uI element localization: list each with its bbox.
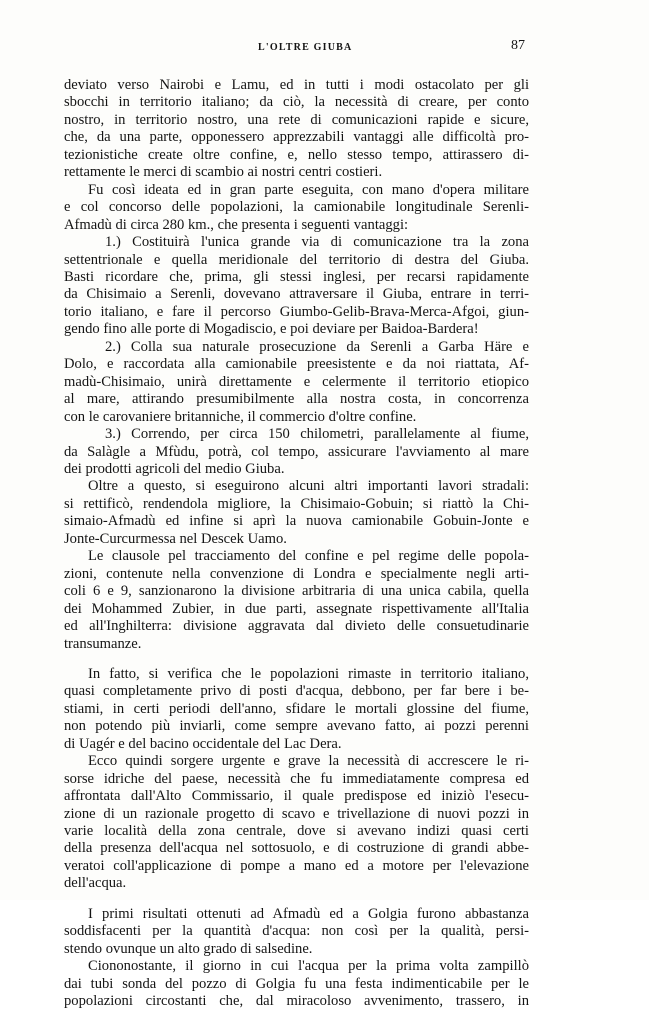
text-line: Ecco quindi sorgere urgente e grave la necessità di accrescere le ri- (88, 753, 529, 770)
text-line: non potendo più inviarli, come sempre avevano fatto, ai pozzi perenni (64, 718, 529, 735)
text-line: settentrionale e quella meridionale del territorio di destra del Giuba. (64, 251, 529, 268)
body-text (64, 77, 529, 1011)
paragraph-gap (64, 653, 529, 666)
paragraph (64, 548, 529, 653)
page-number: 87 (511, 38, 525, 53)
text-line: che, da una parte, opponessero apprezzabili vantaggi alle difficoltà pro- (64, 129, 529, 146)
paragraph (64, 77, 529, 182)
text-line: coli 6 e 9, sanzionarono la divisione arbitraria di una unica cabila, quella (64, 583, 529, 600)
text-line: gendo fino alle porte di Mogadiscio, e poi deviare per Baidoa-Bardera! (64, 321, 479, 338)
text-line: Afmadù di circa 280 km., che presenta i seguenti vantaggi: (64, 216, 409, 233)
paragraph (64, 339, 529, 426)
text-line: transumanze. (64, 635, 142, 652)
paragraph-gap (64, 893, 529, 906)
text-line: di Uagér e del bacino occidentale del Lac Dera. (64, 735, 342, 752)
paragraph (64, 182, 529, 234)
paragraph (64, 234, 529, 339)
text-line: della presenza dell'acqua nel sottosuolo, e di costruzione di grandi abbe- (64, 840, 529, 857)
text-line: Ciononostante, il giorno in cui l'acqua per la prima volta zampillò (88, 958, 529, 975)
text-line: simaio-Afmadù ed infine si aprì la nuova camionabile Gobuin-Jonte e (64, 513, 529, 530)
text-line: 3.) Correndo, per circa 150 chilometri, parallelamente al fiume, (105, 426, 529, 443)
text-line: dai tubi sonda del pozzo di Golgia fu una festa indimenticabile per le (64, 975, 529, 992)
text-line: e col concorso delle popolazioni, la camionabile longitudinale Serenli- (64, 199, 529, 216)
paragraph (64, 478, 529, 548)
paragraph (64, 753, 529, 893)
text-line: stendo ovunque un alto grado di salsedine. (64, 940, 313, 957)
text-line: Basti ricordare che, prima, gli stessi inglesi, per recarsi rapidamente (64, 268, 529, 285)
text-line: sbocchi in territorio italiano; da ciò, la necessità di creare, per conto (64, 94, 529, 111)
text-line: al mare, attirando presumibilmente alla nostra costa, in concorrenza (64, 391, 529, 408)
text-line: In fatto, si verifica che le popolazioni rimaste in territorio italiano, (88, 665, 529, 682)
running-head: L'OLTRE GIUBA (258, 42, 353, 53)
text-line: soddisfacenti per la quantità d'acqua: non così per la qualità, persi- (64, 923, 529, 940)
text-line: tezionistiche create oltre confine, e, nello stesso tempo, attirassero di- (64, 146, 529, 163)
text-line: da Salàgle a Mfùdu, potrà, col tempo, assicurare l'avviamento al mare (64, 443, 529, 460)
text-line: varie località della zona centrale, dove si avevano indizi quasi certi (64, 823, 529, 840)
text-line: Jonte-Curcurmessa nel Descek Uamo. (64, 530, 287, 547)
text-line: Oltre a questo, si eseguirono alcuni altri importanti lavori stradali: (88, 478, 529, 495)
text-line: dei prodotti agricoli del medio Giuba. (64, 460, 285, 477)
paragraph (64, 666, 529, 753)
text-line: stiami, in certi periodi dell'anno, sfidare le mortali glossine del fiume, (64, 700, 529, 717)
text-line: sorse idriche del paese, necessità che fu immediatamente compresa ed (64, 770, 529, 787)
text-line: affrontata dall'Alto Commissario, il quale predispose ed iniziò l'esecu- (64, 788, 529, 805)
text-line: da Chisimaio a Serenli, dovevano attraversare il Giuba, entrare in terri- (64, 286, 529, 303)
text-line: 2.) Colla sua naturale prosecuzione da Serenli a Garba Häre e (105, 338, 529, 355)
text-line: deviato verso Nairobi e Lamu, ed in tutti i modi ostacolato per gli (64, 77, 529, 93)
text-line: dei Mohammed Zubier, in due parti, assegnate rispettivamente all'Italia (64, 600, 529, 617)
text-line: 1.) Costituirà l'unica grande via di comunicazione tra la zona (105, 234, 529, 251)
text-line: con le carovaniere britanniche, il commercio d'oltre confine. (64, 408, 417, 425)
text-line: zioni, contenute nella convenzione di Londra e specialmente negli arti- (64, 565, 529, 582)
paragraph (64, 906, 529, 958)
text-line: Le clausole pel tracciamento del confine e pel regime delle popola- (88, 548, 529, 565)
text-line: popolazioni circostanti che, dal miracoloso avvenimento, trassero, in (64, 993, 529, 1010)
text-line: Dolo, e raccordata alla camionabile preesistente e da noi riattata, Af- (64, 356, 529, 373)
text-line: veratoi coll'applicazione di pompe a mano ed a motore per l'elevazione (64, 857, 529, 874)
text-line: ed all'Inghilterra: divisione aggravata dal divieto delle consuetudinarie (64, 618, 529, 635)
text-line: quasi completamente privo di posti d'acqua, debbono, per far bere i be- (64, 683, 529, 700)
text-line: si rettificò, rendendola migliore, la Chisimaio-Gobuin; si riattò la Chi- (64, 495, 529, 512)
text-line: Fu così ideata ed in gran parte eseguita, con mano d'opera militare (88, 181, 529, 198)
paragraph (64, 958, 529, 1010)
paragraph (64, 426, 529, 478)
text-line: rettamente le merci di scambio ai nostri centri costieri. (64, 164, 383, 181)
text-line: zione di un razionale progetto di scavo e trivellazione di nuovi pozzi in (64, 805, 529, 822)
text-line: dell'acqua. (64, 875, 127, 892)
text-line: nostro, in territorio nostro, una rete di comunicazioni rapide e sicure, (64, 111, 529, 128)
text-line: madù-Chisimaio, unirà direttamente e celermente il territorio etiopico (64, 373, 529, 390)
text-line: I primi risultati ottenuti ad Afmadù ed a Golgia furono abbastanza (88, 905, 529, 922)
text-line: torio italiano, e fare il percorso Giumbo-Gelib-Brava-Merca-Afgoi, giun- (64, 303, 529, 320)
